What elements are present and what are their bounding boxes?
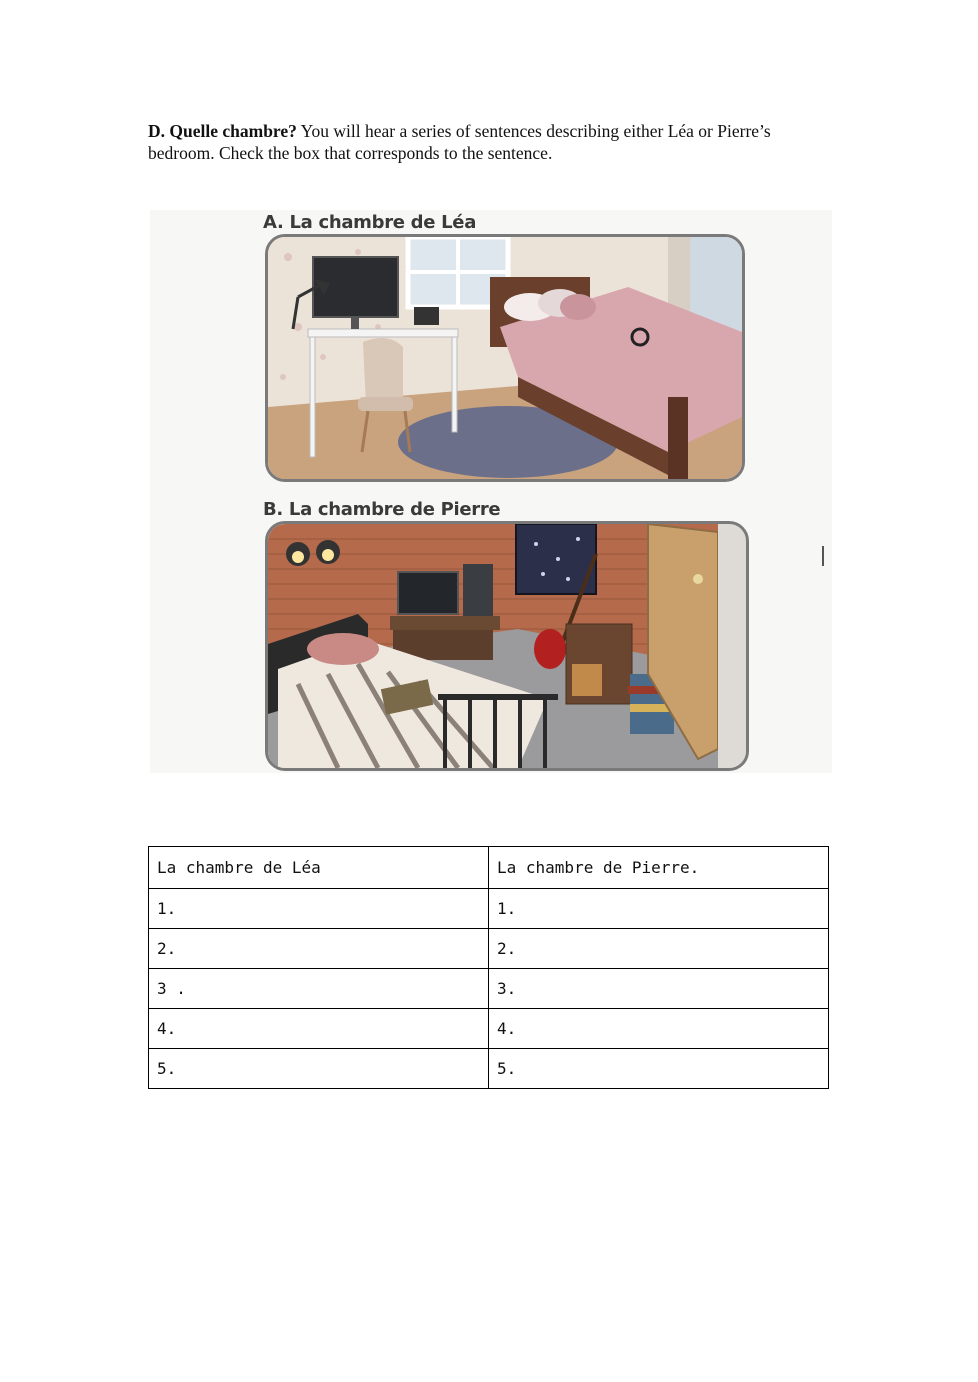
table-row <box>149 889 829 929</box>
header-lea: La chambre de Léa <box>149 847 489 889</box>
pierre-bedroom-image <box>265 521 749 771</box>
pierre-answer-cell[interactable]: 2. <box>489 929 829 969</box>
exercise-label: D. Quelle chambre? <box>148 121 297 141</box>
table-row <box>149 1049 829 1089</box>
lea-answer-cell[interactable]: 1. <box>149 889 489 929</box>
lea-answer-cell[interactable]: 3 . <box>149 969 489 1009</box>
bedroom-illustration <box>150 210 832 773</box>
panel-a-title: A. La chambre de Léa <box>263 212 477 233</box>
table-row <box>149 1009 829 1049</box>
panel-b-title: B. La chambre de Pierre <box>263 499 501 520</box>
pierre-answer-cell[interactable]: 4. <box>489 1009 829 1049</box>
lea-answer-cell[interactable]: 4. <box>149 1009 489 1049</box>
exercise-instructions <box>148 120 828 164</box>
header-pierre: La chambre de Pierre. <box>489 847 829 889</box>
lea-answer-cell[interactable]: 5. <box>149 1049 489 1089</box>
pierre-answer-cell[interactable]: 5. <box>489 1049 829 1089</box>
exercise-text: You will hear a series of sentences describing either Léa or Pierre’s bedroom. Check the box that corresponds to the sentence. <box>148 121 771 163</box>
table-row <box>149 929 829 969</box>
edge-mark <box>822 546 824 566</box>
answer-table <box>148 846 829 1089</box>
table-row <box>149 969 829 1009</box>
lea-bedroom-image <box>265 234 745 482</box>
table-header-row <box>149 847 829 889</box>
pierre-answer-cell[interactable]: 1. <box>489 889 829 929</box>
pierre-bedroom-drawing <box>268 524 746 768</box>
lea-answer-cell[interactable]: 2. <box>149 929 489 969</box>
lea-bedroom-drawing <box>268 237 742 479</box>
pierre-answer-cell[interactable]: 3. <box>489 969 829 1009</box>
